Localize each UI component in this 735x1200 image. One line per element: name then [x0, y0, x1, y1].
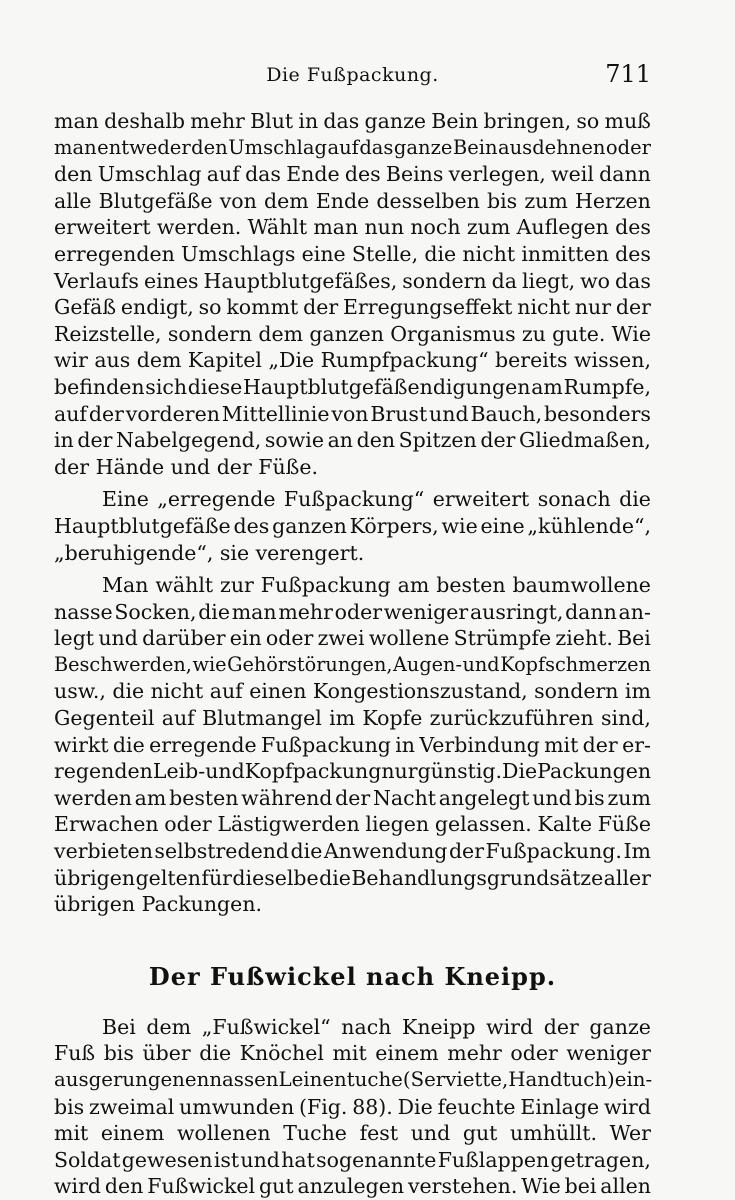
text-line: den Umschlag auf das Ende des Beins verlegen, weil dann — [54, 162, 651, 187]
text-line: erweitert werden. Wählt man nun noch zum Auflegen des — [54, 215, 651, 240]
text-line: Hauptblutgefäße des ganzen Körpers, wie eine „kühlende“, — [54, 513, 651, 538]
text-line: verbieten selbstredend die Anwendung der Fußpackung. Im — [54, 839, 651, 864]
running-head — [54, 60, 651, 92]
text-line: Reizstelle, sondern dem ganzen Organismus zu gute. Wie — [54, 321, 651, 346]
text-line: regenden Leib- und Kopfpackung nur günstig. Die Packungen — [54, 759, 652, 784]
text-line: nasse Socken, die man mehr oder weniger ausringt, dann an- — [54, 599, 651, 624]
text-line: werden am besten während der Nacht angelegt und bis zum — [54, 785, 651, 810]
text-line: in der Nabelgegend, sowie an den Spitzen der Gliedmaßen, — [54, 428, 651, 453]
text-line: Man wählt zur Fußpackung am besten baumwollene — [102, 573, 651, 598]
text-line: Verlaufs eines Hauptblutgefäßes, sondern da liegt, wo das — [54, 268, 651, 293]
text-line: Gefäß endigt, so kommt der Erregungseffekt nicht nur der — [54, 295, 651, 320]
text-line: „beruhigende“, sie verengert. — [54, 540, 365, 565]
text-line: alle Blutgefäße von dem Ende desselben bis zum Herzen — [54, 188, 651, 213]
text-line: erregenden Umschlags eine Stelle, die nicht inmitten des — [54, 241, 651, 266]
page-body — [54, 108, 651, 1200]
text-line: man entweder den Umschlag auf das ganze Bein ausdehnen oder — [54, 135, 651, 159]
text-line: auf der vorderen Mittellinie von Brust und Bauch, besonders — [54, 401, 651, 426]
text-line: übrigen gelten für dieselbe die Behandlungsgrundsätze aller — [54, 865, 651, 890]
text-line: Soldat gewesen ist und hat sogenannte Fußlappen getragen, — [54, 1147, 651, 1172]
text-line: mit einem wollenen Tuche fest und gut umhüllt. Wer — [54, 1121, 651, 1146]
text-line: Beschwerden, wie Gehörstörungen, Augen- und Kopfschmerzen — [54, 652, 651, 676]
paragraph-1 — [54, 108, 651, 480]
section-heading: Der Fußwickel nach Kneipp. — [148, 961, 557, 991]
text-line: der Hände und der Füße. — [54, 454, 319, 479]
text-line: wird den Fußwickel gut anzulegen verstehen. Wie bei allen — [54, 1174, 651, 1199]
text-line: Eine „erregende Fußpackung“ erweitert sonach die — [102, 487, 651, 512]
text-line: befinden sich diese Hauptblutgefäßendigungen am Rumpfe, — [54, 374, 651, 399]
text-line: Gegenteil auf Blutmangel im Kopfe zurückzuführen sind, — [54, 706, 651, 731]
paragraph-3 — [54, 572, 651, 918]
text-line: wirkt die erregende Fußpackung in Verbindung mit der er- — [54, 732, 651, 757]
text-line: man deshalb mehr Blut in das ganze Bein bringen, so muß — [54, 109, 651, 133]
text-line: legt und darüber ein oder zwei wollene Strümpfe zieht. Bei — [54, 626, 651, 651]
running-title: Die Fußpackung. — [266, 64, 439, 86]
paragraph-2 — [54, 486, 651, 566]
text-line: Fuß bis über die Knöchel mit einem mehr oder weniger — [54, 1041, 651, 1066]
text-line: übrigen Packungen. — [54, 892, 263, 917]
text-line: wir aus dem Kapitel „Die Rumpfpackung“ bereits wissen, — [54, 348, 651, 373]
text-line: Bei dem „Fußwickel“ nach Kneipp wird der ganze — [102, 1014, 651, 1039]
text-line: usw., die nicht auf einen Kongestionszustand, sondern im — [54, 679, 651, 704]
text-line: bis zweimal umwunden (Fig. 88). Die feuchte Einlage wird — [54, 1094, 651, 1119]
text-line: Erwachen oder Lästigwerden liegen gelassen. Kalte Füße — [54, 812, 651, 837]
page-number: 711 — [605, 60, 651, 88]
paragraph-4 — [54, 1014, 651, 1200]
text-line: ausgerungenen nassen Leinentuche (Serviette, Handtuch) ein- — [54, 1068, 653, 1091]
